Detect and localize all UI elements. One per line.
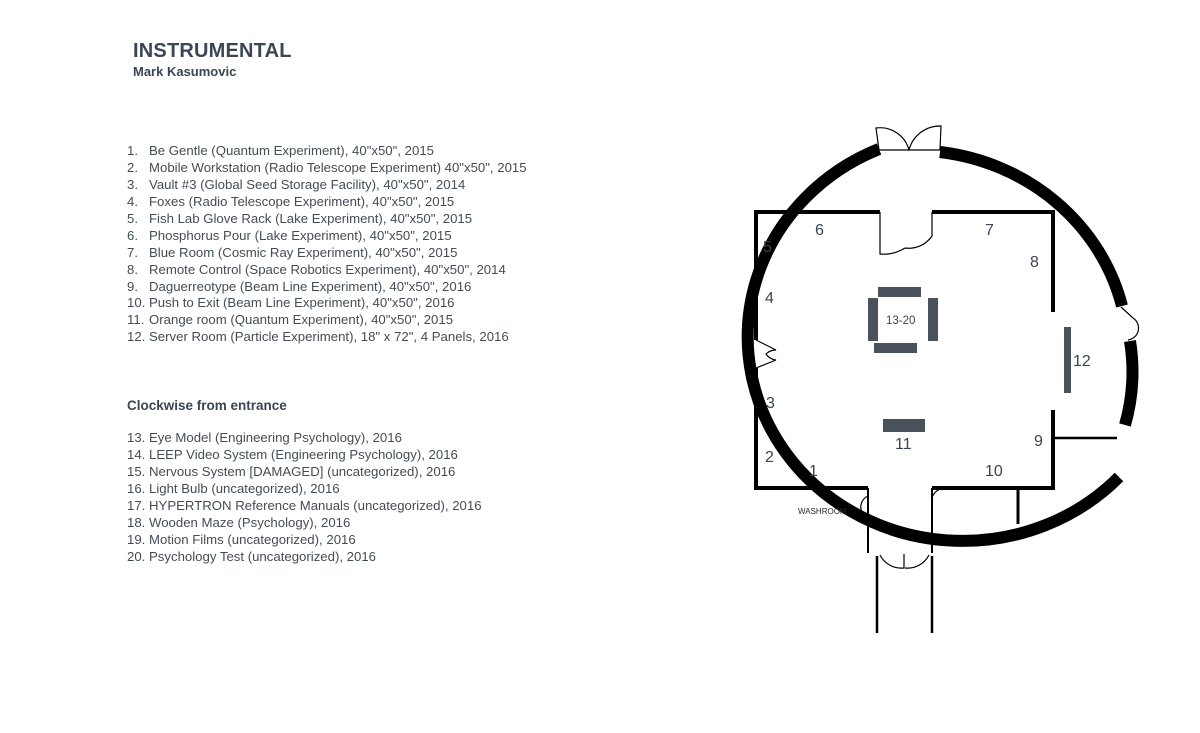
item-number: 3. (127, 176, 138, 192)
label-3: 3 (766, 395, 775, 412)
item-text: Psychology Test (uncategorized), 2016 (149, 548, 377, 564)
outer-wall-right-lower (1125, 341, 1132, 425)
exhibit-12-panel (1064, 327, 1071, 393)
label-4: 4 (765, 290, 774, 307)
exhibition-title: INSTRUMENTAL (133, 40, 292, 62)
item-text: Mobile Workstation (Radio Telescope Experiment) 40"x50", 2015 (149, 159, 527, 175)
item-number: 9. (127, 278, 138, 294)
item-number: 16. (127, 480, 146, 496)
right-door (1121, 307, 1139, 340)
item-text: Server Room (Particle Experiment), 18" x 72", 4 Panels, 2016 (149, 329, 509, 345)
label-washroom: WASHROOM (798, 507, 847, 516)
item-number: 10. (127, 295, 146, 311)
label-6: 6 (815, 222, 824, 239)
item-text: Nervous System [DAMAGED] (uncategorized), 2016 (149, 463, 456, 479)
label-8: 8 (1030, 254, 1039, 271)
item-number: 7. (127, 244, 138, 260)
item-text: Eye Model (Engineering Psychology), 2016 (149, 430, 402, 445)
item-text: Blue Room (Cosmic Ray Experiment), 40"x50", 2015 (149, 244, 458, 260)
top-entrance-door (876, 126, 941, 150)
item-text: Remote Control (Space Robotics Experiment), 40"x50", 2014 (149, 261, 506, 277)
item-text: Wooden Maze (Psychology), 2016 (149, 514, 351, 530)
label-11: 11 (895, 436, 912, 453)
item-number: 6. (127, 227, 138, 243)
item-number: 20. (127, 548, 146, 564)
label-9: 9 (1034, 433, 1043, 450)
item-text: LEEP Video System (Engineering Psychology), 2016 (149, 446, 458, 462)
item-text: Light Bulb (uncategorized), 2016 (149, 480, 340, 496)
item-number: 2. (127, 159, 138, 175)
label-center: 13-20 (886, 315, 916, 327)
item-text: Be Gentle (Quantum Experiment), 40"x50", 2015 (149, 143, 434, 158)
item-number: 17. (127, 497, 146, 513)
item-number: 19. (127, 531, 146, 547)
item-number: 13. (127, 430, 146, 445)
item-number: 15. (127, 463, 146, 479)
item-number: 8. (127, 261, 138, 277)
label-5: 5 (763, 239, 772, 256)
item-text: Daguerreotype (Beam Line Experiment), 40"x50", 2016 (149, 278, 472, 294)
item-number: 14. (127, 446, 146, 462)
item-text: HYPERTRON Reference Manuals (uncategorized), 2016 (149, 497, 482, 513)
item-number: 5. (127, 210, 138, 226)
item-text: Phosphorus Pour (Lake Experiment), 40"x50", 2015 (149, 227, 452, 243)
inner-walls (754, 210, 1117, 553)
item-text: Fish Lab Glove Rack (Lake Experiment), 40"x50", 2015 (149, 210, 473, 226)
item-text: Motion Films (uncategorized), 2016 (149, 531, 356, 547)
label-7: 7 (985, 222, 994, 239)
item-number: 4. (127, 193, 138, 209)
clockwise-heading: Clockwise from entrance (127, 398, 287, 413)
item-number: 1. (127, 143, 138, 158)
bottom-entrance-door (880, 554, 929, 568)
item-number: 12. (127, 329, 146, 345)
item-text: Push to Exit (Beam Line Experiment), 40"x50", 2016 (149, 295, 455, 311)
label-2: 2 (765, 449, 774, 466)
label-10: 10 (985, 463, 1003, 480)
item-text: Foxes (Radio Telescope Experiment), 40"x50", 2015 (149, 193, 455, 209)
label-12: 12 (1073, 353, 1091, 370)
exhibit-11-plinth (883, 419, 925, 432)
item-number: 11. (127, 312, 145, 328)
label-1: 1 (809, 463, 818, 480)
inner-top-door (880, 212, 932, 254)
item-text: Orange room (Quantum Experiment), 40"x50", 2015 (149, 312, 454, 328)
item-number: 18. (127, 514, 146, 530)
item-text: Vault #3 (Global Seed Storage Facility), 40"x50", 2014 (149, 176, 466, 192)
inner-left-door (756, 340, 776, 368)
outer-wall-right (940, 152, 1122, 306)
artist-name: Mark Kasumovic (133, 64, 237, 79)
